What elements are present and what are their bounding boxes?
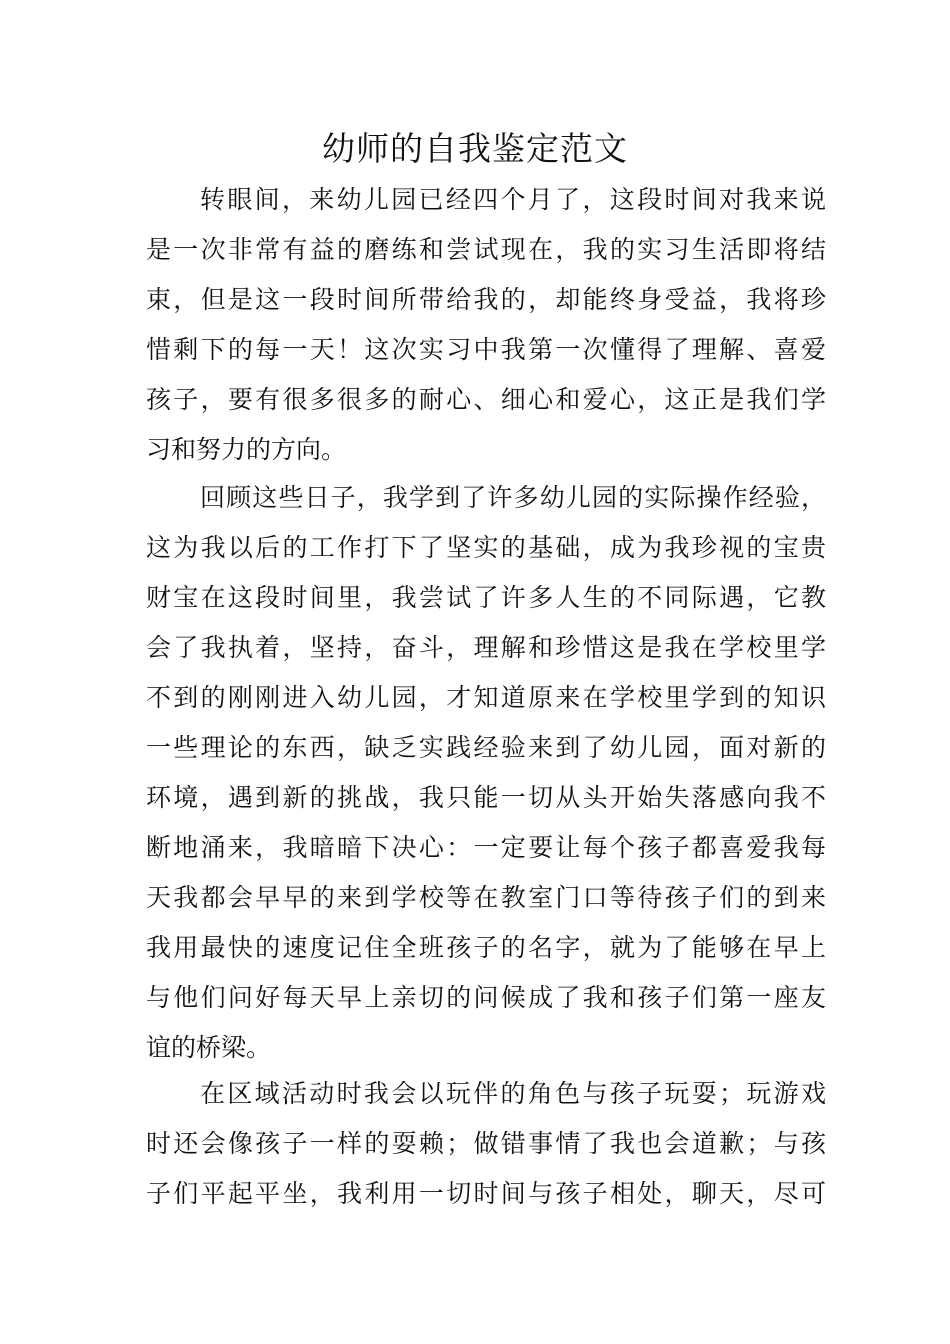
paragraph-line: 是一次非常有益的磨练和尝试现在，我的实习生活即将结: [146, 235, 826, 264]
paragraph-line: 不到的刚刚进入幼儿园，才知道原来在学校里学到的知识: [146, 683, 826, 712]
paragraph-line: 子们平起平坐，我利用一切时间与孩子相处，聊天，尽可: [146, 1179, 826, 1208]
paragraph-line: 我用最快的速度记住全班孩子的名字，就为了能够在早上: [146, 933, 826, 962]
paragraph-line: 财宝在这段时间里，我尝试了许多人生的不同际遇，它教: [146, 583, 826, 612]
paragraph-line: 谊的桥梁。: [146, 1033, 272, 1062]
paragraph-3: [146, 1069, 826, 1219]
paragraph-line: 这为我以后的工作打下了坚实的基础，成为我珍视的宝贵: [146, 533, 826, 562]
paragraph-2: [146, 473, 826, 1073]
paragraph-line: 束，但是这一段时间所带给我的，却能终身受益，我将珍: [146, 285, 826, 314]
paragraph-line: 在区域活动时我会以玩伴的角色与孩子玩耍；玩游戏: [200, 1079, 826, 1108]
paragraph-line: 天我都会早早的来到学校等在教室门口等待孩子们的到来: [146, 883, 826, 912]
paragraph-line: 时还会像孩子一样的耍赖；做错事情了我也会道歉；与孩: [146, 1129, 826, 1158]
paragraph-line: 与他们问好每天早上亲切的问候成了我和孩子们第一座友: [146, 983, 826, 1012]
paragraph-line: 转眼间，来幼儿园已经四个月了，这段时间对我来说: [200, 185, 826, 214]
paragraph-1: [146, 175, 826, 475]
paragraph-line: 断地涌来，我暗暗下决心：一定要让每个孩子都喜爱我每: [146, 833, 826, 862]
paragraph-line: 孩子，要有很多很多的耐心、细心和爱心，这正是我们学: [146, 385, 826, 414]
paragraph-line: 会了我执着，坚持，奋斗，理解和珍惜这是我在学校里学: [146, 633, 826, 662]
document-title: 幼师的自我鉴定范文: [322, 129, 628, 168]
paragraph-line: 回顾这些日子，我学到了许多幼儿园的实际操作经验，: [200, 483, 826, 512]
paragraph-line: 一些理论的东西，缺乏实践经验来到了幼儿园，面对新的: [146, 733, 826, 762]
paragraph-line: 惜剩下的每一天！这次实习中我第一次懂得了理解、喜爱: [146, 335, 826, 364]
paragraph-line: 环境，遇到新的挑战，我只能一切从头开始失落感向我不: [146, 783, 826, 812]
paragraph-line: 习和努力的方向。: [146, 435, 347, 464]
